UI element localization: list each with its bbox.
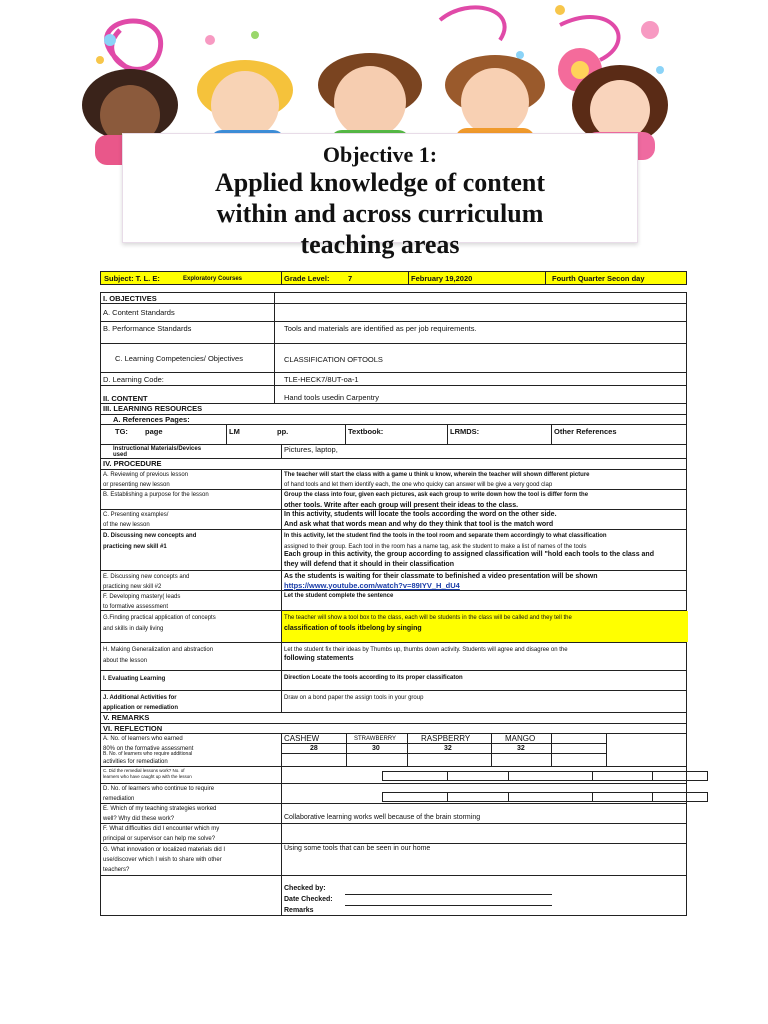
content-standards-row [100, 304, 687, 322]
reflection-e-value: Collaborative learning works well because of the brain storming [284, 814, 481, 821]
textbook-label: Textbook: [348, 427, 384, 436]
procedure-d-value: In this activity, let the student find the tools in the tool room and separate them accordingly to what classification [284, 533, 607, 539]
objective-text [123, 167, 637, 260]
reflection-f-label: F. What difficulties did I encounter which my [103, 826, 220, 832]
reflection-g-label-2: use/discover which I wish to share with other [103, 857, 222, 863]
procedure-g-label-2: and skills in daily living [103, 626, 164, 632]
reflection-a-label: A. No. of learners who earned [103, 736, 183, 742]
procedure-f-label-2: to formative assessment [103, 604, 169, 610]
reflection-heading: VI. REFLECTION [103, 724, 163, 733]
date-value: February 19,2020 [411, 274, 473, 283]
procedure-d-value-4: they will defend that it should in their classification [284, 561, 454, 568]
procedure-row [100, 459, 687, 470]
objectives-heading: I. OBJECTIVES [103, 294, 157, 303]
procedure-e-value: As the students is waiting for their classmate to befinished a video presentation will be shown [284, 573, 598, 580]
resources-heading: III. LEARNING RESOURCES [103, 404, 203, 413]
procedure-b-label: B. Establishing a purpose for the lesson [103, 492, 209, 498]
objective-line-3: teaching areas [300, 230, 460, 259]
reflection-c-label-2: learners who have caught up with the lesson [103, 774, 192, 779]
procedure-i-label: I. Evaluating Learning [103, 676, 166, 682]
procedure-a-label: A. Reviewing of previous lesson [103, 472, 189, 478]
procedure-i-row [100, 671, 687, 691]
procedure-e-label: E. Discussing new concepts and [103, 574, 190, 580]
materials-value: Pictures, laptop, [284, 445, 338, 454]
objective-line-1: Applied knowledge of content [214, 168, 546, 197]
procedure-g-value: The teacher will show a tool box to the class, each will be students in the class will be called and they tell the [284, 615, 572, 621]
grade-label: Grade Level: [284, 274, 330, 283]
procedure-a-value-2: of hand tools and let them identify each, the one who quicky can answer will be give a very good clap [284, 482, 553, 488]
reflection-d-row [100, 784, 687, 804]
score-strawberry: 30 [372, 745, 380, 752]
score-mango: 32 [517, 745, 525, 752]
video-link[interactable]: https://www.youtube.com/watch?v=89IYV_H_dU4 [284, 581, 460, 590]
learning-code-value: TLE-HECK7/8UT-oa-1 [284, 375, 359, 384]
quarter-value: Fourth Quarter Secon day [552, 274, 645, 283]
checked-by-line [345, 894, 552, 895]
references-row [100, 415, 687, 425]
reflection-g-label-3: teachers? [103, 867, 130, 873]
lm-pp-label: pp. [277, 427, 289, 436]
competencies-label: C. Learning Competencies/ Objectives [115, 354, 243, 363]
competencies-value: CLASSIFICATION OFTOOLS [284, 355, 383, 364]
references-label: A. References Pages: [113, 415, 190, 424]
procedure-a-value: The teacher will start the class with a game u think u know, wherein the teacher will shown different picture [284, 472, 590, 478]
performance-standards-value: Tools and materials are identified as per job requirements. [284, 324, 477, 333]
procedure-h-row [100, 643, 687, 671]
learning-code-row [100, 373, 687, 386]
competencies-row [100, 344, 687, 373]
procedure-e-label-2: practicing new skill #2 [103, 584, 162, 590]
procedure-f-label: F. Developing mastery( leads [103, 594, 181, 600]
reflection-d-label-2: remediation [103, 796, 135, 802]
checked-by-label: Checked by: [284, 885, 326, 892]
materials-label: Instructional Materials/Devices [113, 446, 202, 452]
reflection-g-row [100, 844, 687, 876]
procedure-a-row [100, 470, 687, 490]
reflection-g-value: Using some tools that can be seen in our home [284, 845, 431, 852]
score-header-cashew: CASHEW [284, 734, 320, 743]
lrmds-label: LRMDS: [450, 427, 480, 436]
procedure-d-value-3: Each group in this activity, the group according to assigned classification will "hold each tools to the class and [284, 551, 654, 558]
reflection-c-row [100, 767, 687, 784]
procedure-j-label: J. Additional Activities for [103, 695, 177, 701]
score-cashew: 28 [310, 745, 318, 752]
other-references-label: Other References [554, 427, 617, 436]
procedure-i-value: Direction Locate the tools according to its proper classificaton [284, 675, 463, 681]
score-grid [281, 733, 607, 767]
procedure-h-label-2: about the lesson [103, 658, 148, 664]
course-label: Exploratory Courses [183, 276, 243, 282]
content-standards-label: A. Content Standards [103, 308, 175, 317]
subject-row [100, 271, 687, 285]
tg-page-label: page [145, 427, 163, 436]
reflection-f-row [100, 824, 687, 844]
objective-card [122, 133, 638, 259]
procedure-a-label-2: or presenting new lesson [103, 482, 170, 488]
procedure-c-row [100, 510, 687, 530]
procedure-d-label-2: practicing new skill #1 [103, 544, 167, 550]
procedure-j-row [100, 691, 687, 713]
procedure-h-value: Let the student fix their ideas by Thumbs up, thumbs down activity. Students will agree and disagree on the [284, 647, 568, 653]
objective-heading: Objective 1: [322, 142, 438, 167]
procedure-b-value-2: other tools. Write after each group will present their ideas to the class. [284, 502, 519, 509]
subject-label: Subject: T. L. E: [104, 274, 160, 283]
reflection-b-label: B. No. of learners who require additional [103, 751, 193, 757]
reflection-g-label: G. What innovation or localized materials did I [103, 847, 226, 853]
reflection-a-label-2: 80% on the formative assessment [103, 746, 194, 752]
procedure-b-value: Group the class into four, given each pictures, ask each group to write down how the tool is differ form the [284, 492, 589, 498]
procedure-j-value: Draw on a bond paper the assign tools in your group [284, 695, 424, 701]
date-checked-line [345, 905, 552, 906]
objectives-row [100, 292, 687, 304]
header-banner [0, 0, 768, 262]
score-header-raspberry: RASPBERRY [421, 734, 471, 743]
reflection-f-label-2: principal or supervisor can help me solve? [103, 836, 216, 842]
materials-label-2: used [113, 452, 128, 458]
procedure-g-row [100, 611, 687, 643]
performance-standards-row [100, 322, 687, 344]
performance-standards-label: B. Performance Standards [103, 324, 192, 333]
score-header-strawberry: STRAWBERRY [354, 736, 397, 742]
reflection-b-label-2: activities for remediation [103, 759, 168, 765]
score-header-mango: MANGO [505, 734, 536, 743]
procedure-g-value-2: classification of tools itbelong by singing [284, 625, 422, 632]
remarks-row [100, 713, 687, 724]
date-checked-label: Date Checked: [284, 896, 333, 903]
procedure-g-label: G.Finding practical application of concepts [103, 615, 216, 621]
procedure-h-label: H. Making Generalization and abstraction [103, 647, 214, 653]
reflection-e-label: E. Which of my teaching strategies worked [103, 806, 217, 812]
materials-row [100, 445, 687, 459]
signoff-row [100, 876, 687, 916]
procedure-d-label: D. Discussing new concepts and [103, 533, 197, 539]
content-row [100, 386, 687, 404]
procedure-b-row [100, 490, 687, 510]
procedure-c-value: In this activity, students will locate the tools according the word on the other side. [284, 511, 557, 518]
procedure-d-row [100, 530, 687, 571]
learning-code-label: D. Learning Code: [103, 375, 164, 384]
procedure-f-value: Let the student complete the sentence [284, 593, 394, 599]
procedure-h-value-2: following statements [284, 655, 354, 662]
remarks-label: Remarks [284, 907, 314, 914]
reflection-e-row [100, 804, 687, 824]
content-value: Hand tools usedin Carpentry [284, 393, 380, 402]
procedure-heading: IV. PROCEDURE [103, 459, 162, 468]
reflection-d-label: D. No. of learners who continue to require [103, 786, 215, 792]
procedure-c-label: C. Presenting examples/ [103, 512, 169, 518]
procedure-c-label-2: of the new lesson [103, 522, 150, 528]
grade-value: 7 [348, 274, 353, 283]
resources-row [100, 404, 687, 415]
reflection-c-label: C. Did the remedial lessons work? No. of [103, 768, 185, 773]
score-raspberry: 32 [444, 745, 452, 752]
procedure-j-label-2: application or remediation [103, 705, 179, 711]
remarks-heading: V. REMARKS [103, 713, 150, 722]
procedure-e-row [100, 571, 687, 591]
procedure-d-value-2: assigned to their group. Each tool in the room has a name tag, ask the student to make a list of names of the tools [284, 544, 587, 550]
reflection-e-label-2: well? Why did these work? [103, 816, 175, 822]
objective-line-2: within and across curriculum [216, 199, 544, 228]
tg-label: TG: [115, 427, 128, 436]
procedure-f-row [100, 591, 687, 611]
procedure-c-value-2: And ask what that words mean and why do they think that tool is the match word [284, 521, 554, 528]
reference-sources-row [100, 425, 687, 445]
lm-label: LM [229, 427, 240, 436]
content-heading: II. CONTENT [103, 394, 148, 403]
